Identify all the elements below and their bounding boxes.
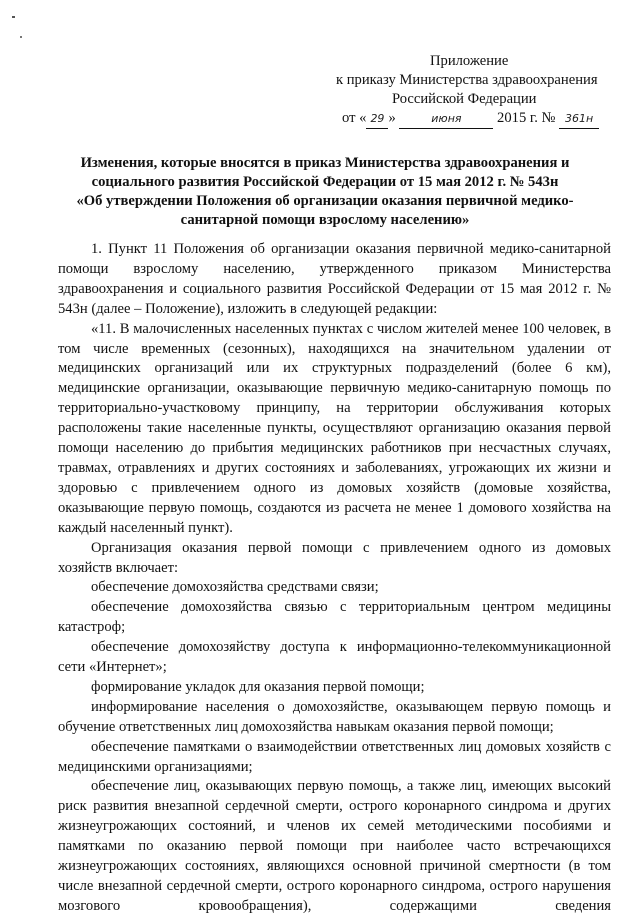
document-title: [58, 154, 592, 230]
paragraph-list-item: обеспечение домохозяйства связью с территориальным центром медицины катастроф;: [58, 599, 611, 636]
title-line: социального развития Российской Федерации от 15 мая 2012 г. № 543н: [91, 174, 559, 190]
date-year: 2015 г. №: [497, 110, 556, 126]
date-prefix: от «: [342, 110, 367, 126]
paragraph-organization: Организация оказания первой помощи с привлечением одного из домовых хозяйств включает:: [58, 539, 611, 576]
title-line: санитарной помощи взрослому населению»: [180, 212, 470, 228]
title-line: «Об утверждении Положения об организации оказания первичной медико-: [76, 193, 574, 209]
annex-country: Российской Федерации: [392, 91, 537, 107]
annex-order-ref: к приказу Министерства здравоохранения: [336, 72, 598, 88]
paragraph-item-1: 1. Пункт 11 Положения об организации оказания первичной медико-санитарной помощи взрослому населению, утвержденного приказом Министерства здравоохранения и социального развития Российской Федерации от 15 мая 2012 г. № 543н (далее – Положение), изложить в следующей редакции:: [58, 241, 611, 317]
paragraph-list-item: обеспечение домохозяйства средствами связи;: [91, 579, 379, 596]
document-body: [58, 240, 611, 917]
annex-header: [300, 52, 620, 129]
date-month-handwritten: июня: [399, 109, 493, 129]
paragraph-list-item: информирование населения о домохозяйстве, оказывающем первую помощь и обучение ответственных лиц домохозяйства навыкам оказания первой помощи;: [58, 698, 611, 735]
scan-speck: [20, 36, 22, 38]
annex-date-line: [300, 109, 620, 129]
paragraph-list-item: формирование укладок для оказания первой помощи;: [91, 678, 425, 695]
date-mid: »: [388, 110, 396, 126]
scan-speck: [12, 16, 15, 18]
paragraph-point-11: «11. В малочисленных населенных пунктах с числом жителей менее 100 человек, в том числе временных (сезонных), находящихся на значительном удалении от медицинских организаций или их структурных подразделений (более 6 км), медицинские организации, оказывающие первичную медико-санитарную помощь по территориально-участковому принципу, на территории обслуживания которых расположены такие населенные пункты, осуществляют организацию оказания первой помощи населению до прибытия медицинских работников при несчастных случаях, травмах, отравлениях и других состояниях и заболеваниях, угрожающих их жизни и здоровью с привлечением одного из домовых хозяйств (домовые хозяйства, оказывающие первую помощь, создаются из расчета не менее 1 домового хозяйства на каждый населенный пункт).: [58, 320, 611, 536]
annex-label: Приложение: [430, 53, 509, 69]
paragraph-list-item: обеспечение домохозяйству доступа к информационно-телекоммуникационной сети «Интернет»;: [58, 639, 611, 676]
date-day-handwritten: 29: [366, 109, 388, 129]
order-number-handwritten: 361н: [559, 109, 599, 129]
paragraph-list-item: обеспечение лиц, оказывающих первую помощь, а также лиц, имеющих высокий риск развития внезапной сердечной смерти, острого коронарного синдрома и других жизнеугрожающих состояний, и членов их семей методическими пособиями и памятками по оказанию первой помощи при наиболее часто встречающихся жизнеугрожающих состояниях, являющихся основной причиной смертности (в том числе внезапной сердечной смерти, острого коронарного синдрома, острого нарушения мозгового кровообращения), содержащими сведения: [58, 778, 611, 914]
title-line: Изменения, которые вносятся в приказ Министерства здравоохранения и: [80, 155, 570, 171]
paragraph-list-item: обеспечение памятками о взаимодействии ответственных лиц домовых хозяйств с медицинскими организациями;: [58, 738, 611, 775]
